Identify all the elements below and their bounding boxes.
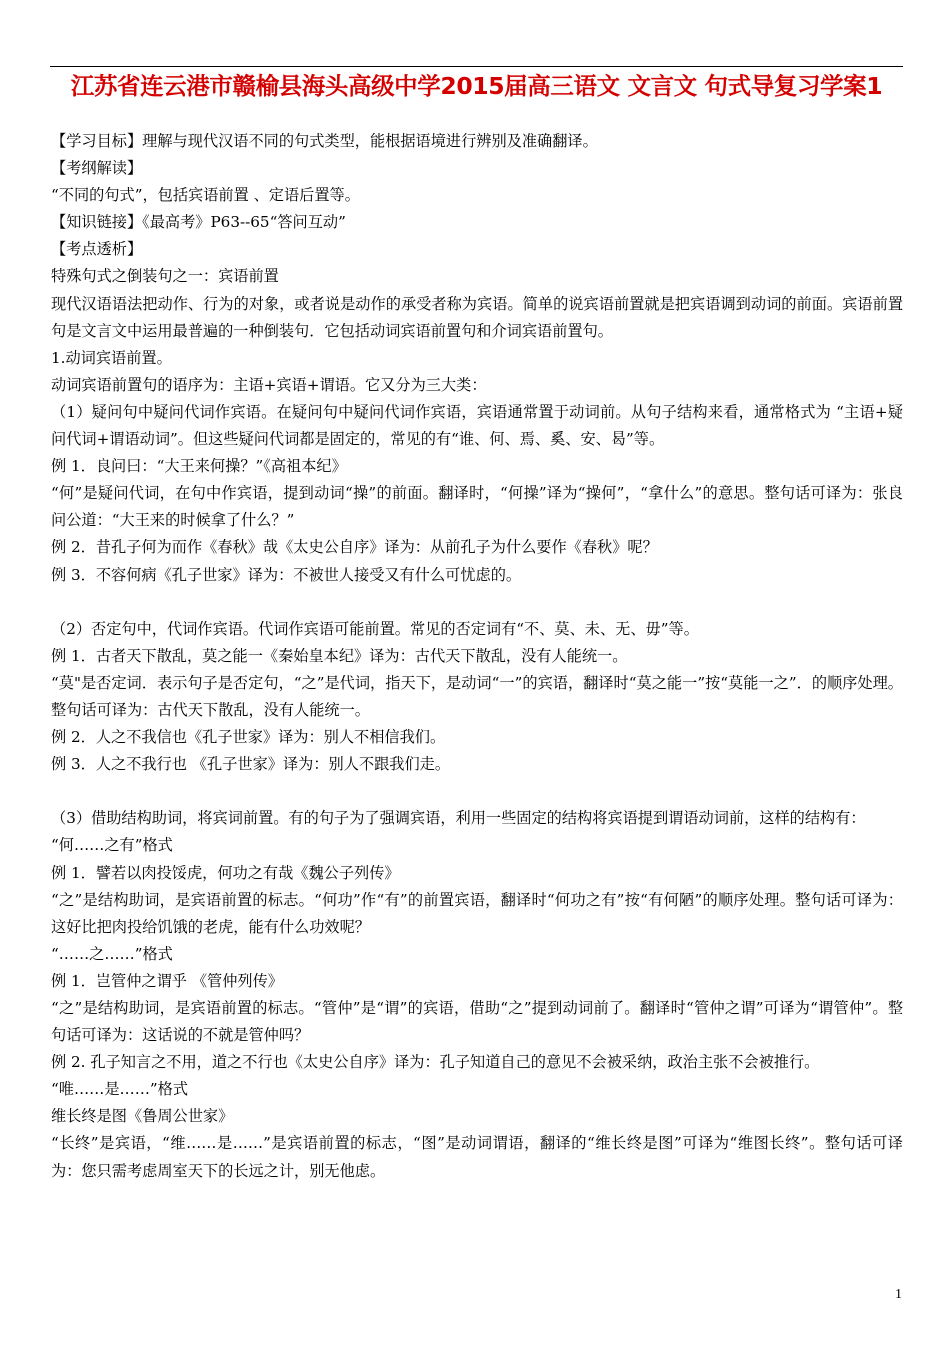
example: 例 3．人之不我行也 《孔子世家》译为：别人不跟我们走。 [51,755,451,774]
blank-line [51,589,903,616]
section-heading: 【考纲解读】 [51,159,143,178]
paragraph: “……之……”格式 [51,944,173,963]
paragraph: 【学习目标】理解与现代汉语不同的句式类型，能根据语境进行辨别及准确翻译。 [51,132,598,150]
page-number: 1 [895,1287,902,1302]
paragraph: “长终”是宾语，“维……是……”是宾语前置的标志，“图”是动词谓语，翻译的“维长终是图”可译为“维图长终”。整句话可译为：您只需考虑周室天下的长远之计，别无他虑。 [51,1134,903,1180]
paragraph: “唯……是……”格式 [51,1080,189,1099]
paragraph: “之”是结构助词，是宾语前置的标志。“管仲”是“谓”的宾语，借助“之”提到动词前了。翻译时“管仲之谓”可译为“谓管仲”。整句话可译为：这话说的不就是管仲吗？ [51,999,903,1045]
paragraph: 特殊句式之倒装句之一：宾语前置 [51,267,279,286]
paragraph: “何”是疑问代词，在句中作宾语，提到动词“操”的前面。翻译时，“何操”译为“操何”，“拿什么”的意思。整句话可译为：张良问公道：“大王来的时候拿了什么？” [51,484,903,530]
example: 例 2．昔孔子何为而作《春秋》哉《太史公自序》译为：从前孔子为什么要作《春秋》呢？ [51,538,658,557]
paragraph: 动词宾语前置句的语序为：主语+宾语+谓语。它又分为三大类： [51,375,487,394]
paragraph: 【知识链接】《最高考》P63--65“答问互动” [51,213,346,232]
paragraph: “莫"是否定词．表示句子是否定句，“之”是代词，指天下，是动词“一”的宾语，翻译时“莫之能一”按“莫能一之”．的顺序处理。整句话可译为：古代天下散乱，没有人能统一。 [51,673,903,719]
example: 例 1．良问曰：“大王来何操？”《高祖本纪》 [51,457,347,476]
document-title: 江苏省连云港市赣榆县海头高级中学2015届高三语文 文言文 句式导复习学案1 [70,72,883,100]
paragraph: 现代汉语语法把动作、行为的对象，或者说是动作的承受者称为宾语。简单的说宾语前置就是把宾语调到动词的前面。宾语前置句是文言文中运用最普遍的一种倒装句．它包括动词宾语前置句和介词宾语前置句。 [51,294,903,340]
blank-line [51,778,903,805]
paragraph: （3）借助结构助词，将宾词前置。有的句子为了强调宾语，利用一些固定的结构将宾语提到谓语动词前，这样的结构有： [51,809,866,828]
section-heading: 【考点透析】 [51,240,143,259]
paragraph: （1）疑问句中疑问代词作宾语。在疑问句中疑问代词作宾语，宾语通常置于动词前。从句子结构来看，通常格式为 “主语+疑问代词+谓语动词”。但这些疑问代词都是固定的，常见的有“谁、何、焉、奚、安、曷”等。 [51,402,903,449]
example: 例 3．不容何病《孔子世家》译为：不被世人接受又有什么可忧虑的。 [51,565,522,584]
paragraph: 1.动词宾语前置。 [51,348,172,367]
example: 例 2. 孔子知言之不用，道之不行也《太史公自序》译为：孔子知道自己的意见不会被采纳，政治主张不会被推行。 [51,1053,820,1072]
paragraph: “何……之有”格式 [51,836,173,855]
example: 维长终是图《鲁周公世家》 [51,1107,234,1126]
paragraph: “不同的句式”，包括宾语前置 、定语后置等。 [51,186,360,205]
example: 例 1．岂管仲之谓乎 《管仲列传》 [51,971,283,990]
example: 例 1．譬若以肉投馁虎，何功之有哉《魏公子列传》 [51,863,400,882]
paragraph: （2）否定句中，代词作宾语。代词作宾语可能前置。常见的否定词有“不、莫、未、无、毋”等。 [51,619,699,638]
paragraph: “之”是结构助词，是宾语前置的标志。“何功”作“有”的前置宾语，翻译时“何功之有”按“有何陋”的顺序处理。整句话可译为：这好比把肉投给饥饿的老虎，能有什么功效呢？ [51,890,903,936]
document-body [51,128,903,1185]
example: 例 1．古者天下散乱，莫之能一《秦始皇本纪》译为：古代天下散乱，没有人能统一。 [51,646,628,665]
example: 例 2．人之不我信也《孔子世家》译为：别人不相信我们。 [51,728,446,747]
header-rule [50,66,903,67]
